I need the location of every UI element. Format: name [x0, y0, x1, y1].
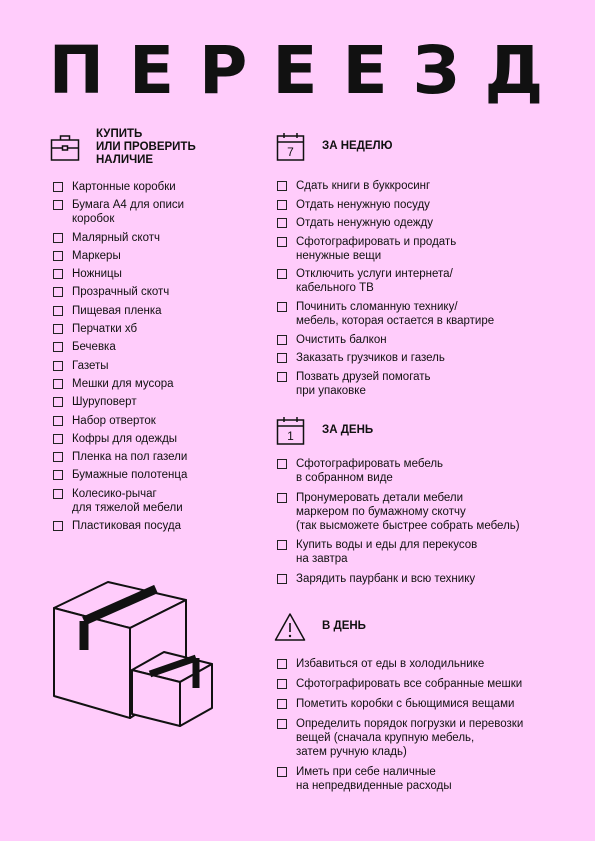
- checkbox[interactable]: [277, 353, 287, 363]
- buy-item-label: Пищевая пленка: [72, 304, 162, 317]
- checkbox[interactable]: [277, 659, 287, 669]
- checkbox[interactable]: [53, 306, 63, 316]
- buy-item-label: Малярный скотч: [72, 231, 160, 244]
- checkbox[interactable]: [277, 767, 287, 777]
- buy-item-label: Колесико-рычаг для тяжелой мебели: [72, 487, 183, 514]
- buy-item[interactable]: [53, 267, 253, 281]
- buy-item[interactable]: [53, 432, 253, 446]
- checkbox[interactable]: [277, 372, 287, 382]
- buy-item[interactable]: [53, 377, 253, 391]
- checkbox[interactable]: [277, 719, 287, 729]
- checkbox[interactable]: [53, 251, 63, 261]
- buy-item[interactable]: [53, 395, 253, 409]
- buy-item-label: Набор отверток: [72, 414, 156, 427]
- briefcase-icon: [50, 133, 80, 163]
- week-item-label: Позвать друзей помогать при упаковке: [296, 370, 431, 397]
- week-item[interactable]: [277, 351, 557, 365]
- buy-item[interactable]: [53, 340, 253, 354]
- buy-item[interactable]: [53, 285, 253, 299]
- calendar-icon: [276, 416, 306, 446]
- buy-item[interactable]: [53, 198, 253, 226]
- buy-item-label: Прозрачный скотч: [72, 286, 170, 299]
- buy-item-label: Газеты: [72, 359, 109, 372]
- moveday-item[interactable]: [277, 677, 567, 691]
- checkbox[interactable]: [53, 416, 63, 426]
- week-item[interactable]: [277, 300, 557, 328]
- week-checklist: [277, 179, 557, 402]
- week-item[interactable]: [277, 235, 557, 263]
- checkbox[interactable]: [53, 361, 63, 371]
- buy-item[interactable]: [53, 487, 253, 515]
- week-item-label: Отдать ненужную посуду: [296, 198, 430, 211]
- warning-icon: [274, 612, 306, 642]
- day-item[interactable]: [277, 491, 567, 533]
- section-day-header: [276, 416, 373, 446]
- checkbox[interactable]: [277, 493, 287, 503]
- checkbox[interactable]: [53, 452, 63, 462]
- checkbox[interactable]: [53, 233, 63, 243]
- checkbox[interactable]: [53, 182, 63, 192]
- checkbox[interactable]: [277, 540, 287, 550]
- checkbox[interactable]: [277, 269, 287, 279]
- section-buy-header: [50, 128, 196, 168]
- moveday-item-label: Определить порядок погрузки и перевозки вещей (сначала крупную мебель, затем ручную кладь): [296, 718, 524, 758]
- buy-item[interactable]: [53, 304, 253, 318]
- checkbox[interactable]: [53, 379, 63, 389]
- buy-item-label: Маркеры: [72, 249, 121, 262]
- checkbox[interactable]: [277, 302, 287, 312]
- checkbox[interactable]: [53, 434, 63, 444]
- section-buy-title: КУПИТЬ ИЛИ ПРОВЕРИТЬ НАЛИЧИЕ: [96, 128, 196, 167]
- week-item[interactable]: [277, 370, 557, 398]
- moveday-item[interactable]: [277, 697, 567, 711]
- day-item[interactable]: [277, 538, 567, 566]
- week-item-label: Отключить услуги интернета/ кабельного ТВ: [296, 268, 453, 295]
- section-week-header: [276, 132, 392, 162]
- buy-item[interactable]: [53, 450, 253, 464]
- buy-item-label: Бумажные полотенца: [72, 469, 188, 482]
- checkbox[interactable]: [277, 699, 287, 709]
- buy-item-label: Кофры для одежды: [72, 432, 178, 445]
- section-day-title: ЗА ДЕНЬ: [322, 424, 374, 437]
- buy-item-label: Бумага А4 для описи коробок: [72, 199, 185, 226]
- checkbox[interactable]: [53, 342, 63, 352]
- checkbox[interactable]: [277, 459, 287, 469]
- week-item[interactable]: [277, 267, 557, 295]
- week-item[interactable]: [277, 216, 557, 230]
- day-item-label: Пронумеровать детали мебели маркером по бумажному скотчу (так высможете быстрее собрать мебель): [296, 491, 520, 532]
- checkbox[interactable]: [277, 574, 287, 584]
- buy-item[interactable]: [53, 231, 253, 245]
- moveday-item-label: Пометить коробки с бьющимися вещами: [296, 698, 515, 710]
- buy-item[interactable]: [53, 180, 253, 194]
- checkbox[interactable]: [53, 287, 63, 297]
- week-item-label: Сфотографировать и продать ненужные вещи: [296, 235, 457, 262]
- day-item-label: Зарядить паурбанк и всю технику: [296, 572, 476, 585]
- day-item-label: Сфотографировать мебель в собранном виде: [296, 458, 444, 484]
- buy-item-label: Шуруповерт: [72, 396, 137, 409]
- week-item[interactable]: [277, 179, 557, 193]
- checkbox[interactable]: [277, 218, 287, 228]
- day-item[interactable]: [277, 572, 567, 586]
- buy-item-label: Пленка на пол газели: [72, 451, 188, 464]
- week-item-label: Отдать ненужную одежду: [296, 217, 434, 230]
- checkbox[interactable]: [53, 397, 63, 407]
- buy-checklist: [53, 180, 253, 537]
- week-item-label: Очистить балкон: [296, 333, 387, 346]
- checkbox[interactable]: [53, 324, 63, 334]
- buy-item[interactable]: [53, 468, 253, 482]
- buy-item-label: Пластиковая посуда: [72, 520, 182, 533]
- moveday-item-label: Иметь при себе наличные на непредвиденные расходы: [296, 766, 452, 792]
- week-item-label: Заказать грузчиков и газель: [296, 352, 445, 365]
- section-week-title: ЗА НЕДЕЛЮ: [322, 140, 393, 153]
- moveday-item[interactable]: [277, 717, 567, 759]
- section-moveday-header: [274, 612, 366, 642]
- checkbox[interactable]: [277, 237, 287, 247]
- buy-item[interactable]: [53, 414, 253, 428]
- buy-item[interactable]: [53, 249, 253, 263]
- buy-item-label: Картонные коробки: [72, 181, 176, 193]
- checkbox[interactable]: [53, 269, 63, 279]
- buy-item-label: Ножницы: [72, 268, 122, 281]
- day-checklist: [277, 457, 567, 591]
- week-item[interactable]: [277, 333, 557, 347]
- checkbox[interactable]: [53, 489, 63, 499]
- buy-item[interactable]: [53, 519, 253, 533]
- page-title: ПЕРЕЕЗД: [48, 32, 569, 109]
- cardboard-boxes-icon: [50, 578, 230, 728]
- week-item-label: Починить сломанную технику/ мебель, которая остается в квартире: [296, 300, 495, 327]
- day-item-label: Купить воды и еды для перекусов на завтра: [296, 539, 478, 565]
- checkbox[interactable]: [277, 200, 287, 210]
- calendar-number: 1: [287, 429, 294, 443]
- day-item[interactable]: [277, 457, 567, 485]
- moveday-item-label: Избавиться от еды в холодильнике: [296, 658, 485, 670]
- week-item-label: Сдать книги в буккросинг: [296, 180, 431, 192]
- checkbox[interactable]: [53, 200, 63, 210]
- buy-item-label: Бечевка: [72, 341, 116, 354]
- checkbox[interactable]: [277, 181, 287, 191]
- moveday-item[interactable]: [277, 657, 567, 671]
- buy-item-label: Перчатки хб: [72, 323, 138, 336]
- checkbox[interactable]: [277, 679, 287, 689]
- checkbox[interactable]: [53, 521, 63, 531]
- moveday-item-label: Сфотографировать все собранные мешки: [296, 678, 523, 690]
- buy-item[interactable]: [53, 359, 253, 373]
- buy-item-label: Мешки для мусора: [72, 377, 174, 390]
- calendar-number: 7: [287, 145, 294, 159]
- checkbox[interactable]: [53, 470, 63, 480]
- moveday-checklist: [277, 657, 567, 799]
- checkbox[interactable]: [277, 335, 287, 345]
- week-item[interactable]: [277, 198, 557, 212]
- section-moveday-title: В ДЕНЬ: [322, 620, 366, 633]
- moveday-item[interactable]: [277, 765, 567, 793]
- calendar-icon: [276, 132, 306, 162]
- buy-item[interactable]: [53, 322, 253, 336]
